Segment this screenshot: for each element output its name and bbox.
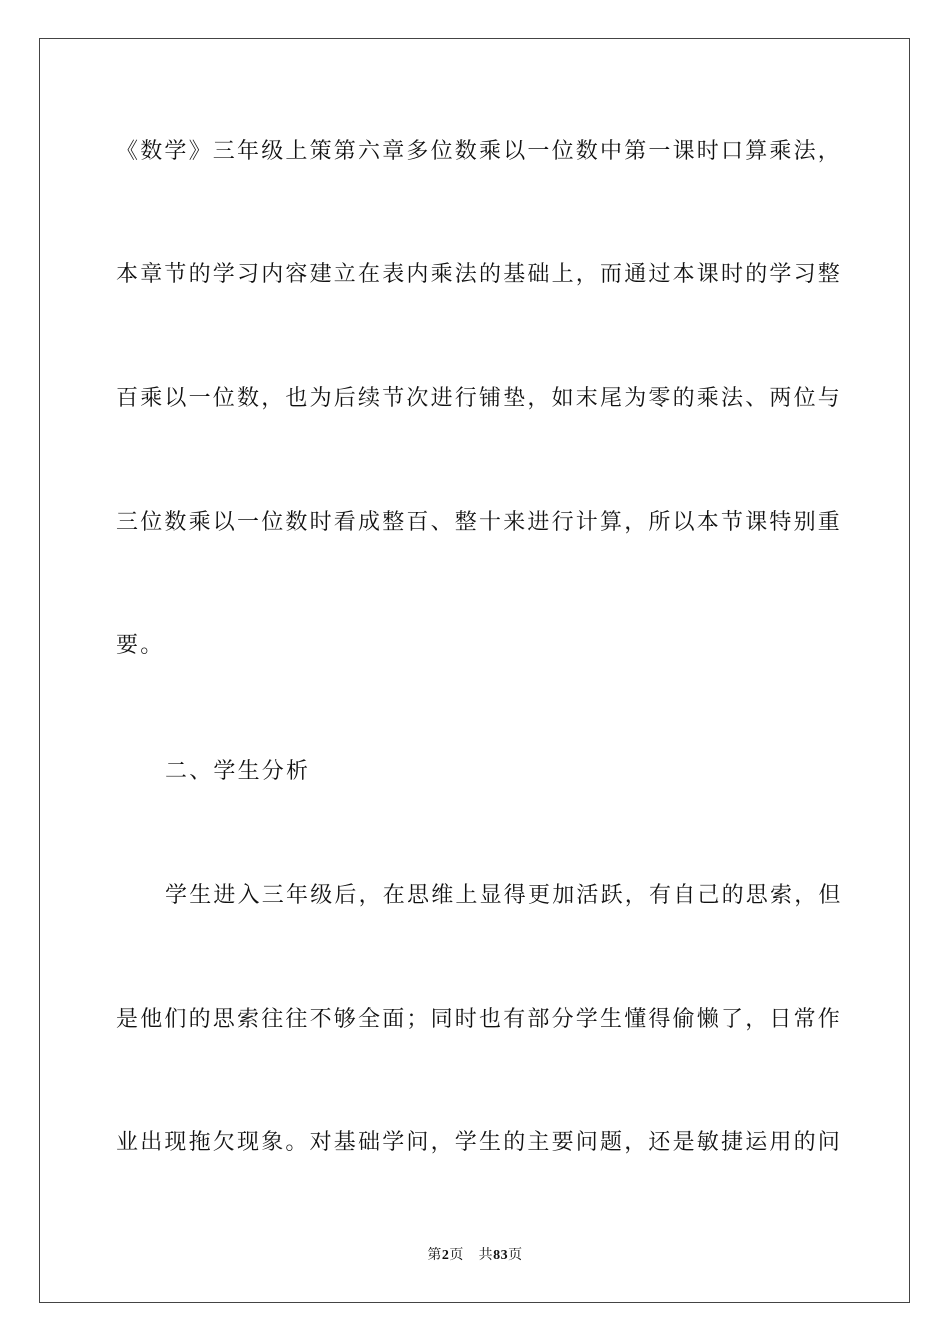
footer-page-suffix: 页 xyxy=(449,1247,464,1263)
para2-line-1: 学生进入三年级后，在思维上显得更加活跃，有自己的思索，但 xyxy=(165,883,843,908)
body-line-5: 要。 xyxy=(116,633,165,658)
body-line-3: 百乘以一位数，也为后续节次进行铺垫，如末尾为零的乘法、两位与 xyxy=(116,386,843,411)
body-line-4: 三位数乘以一位数时看成整百、整十来进行计算，所以本节课特别重 xyxy=(116,510,843,535)
page-frame xyxy=(39,38,910,1303)
section-heading: 二、学生分析 xyxy=(165,759,311,784)
footer-total-prefix: 共 xyxy=(478,1247,494,1263)
body-line-2: 本章节的学习内容建立在表内乘法的基础上，而通过本课时的学习整 xyxy=(116,262,843,287)
footer-total-suffix: 页 xyxy=(508,1247,523,1263)
body-line-1: 《数学》三年级上策第六章多位数乘以一位数中第一课时口算乘法， xyxy=(116,139,843,164)
footer-total-pages: 83 xyxy=(493,1248,509,1263)
footer-page-number: 2 xyxy=(441,1248,450,1263)
para2-line-2: 是他们的思索往往不够全面；同时也有部分学生懂得偷懒了，日常作 xyxy=(116,1007,843,1032)
page-footer xyxy=(0,1246,950,1265)
footer-page-prefix: 第 xyxy=(427,1247,442,1263)
para2-line-3: 业出现拖欠现象。对基础学问，学生的主要问题，还是敏捷运用的问 xyxy=(116,1130,843,1155)
